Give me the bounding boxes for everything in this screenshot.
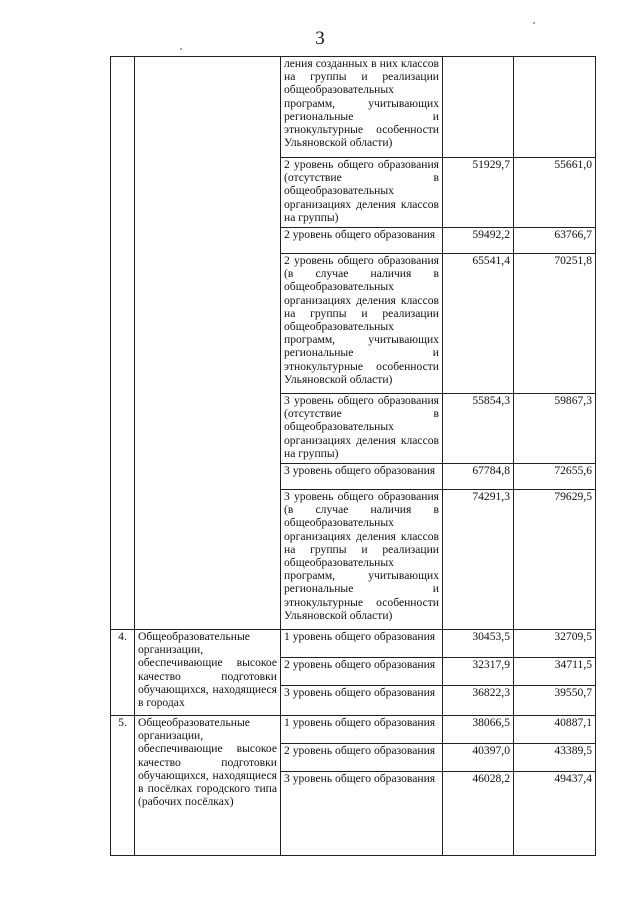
value-cell: 49437,4 xyxy=(514,772,596,856)
organization-cell xyxy=(135,57,281,158)
value-cell xyxy=(514,57,596,158)
table-row xyxy=(111,464,596,490)
value-cell: 72655,6 xyxy=(514,464,596,490)
value-cell: 40397,0 xyxy=(443,744,514,772)
table-body xyxy=(111,57,596,856)
row-number-cell: 5. xyxy=(111,716,135,856)
level-cell: 2 уровень общего образования xyxy=(281,658,443,686)
value-cell: 59492,2 xyxy=(443,228,514,254)
organization-cell xyxy=(135,254,281,394)
value-cell: 63766,7 xyxy=(514,228,596,254)
value-cell: 34711,5 xyxy=(514,658,596,686)
level-cell: 3 уровень общего образования (в случае наличия в общеобразовательных организациях деления классов на группы и реализации общеобразовательных программ, учитывающих региональные и этнокультурные особенности Ульяновской области) xyxy=(281,490,443,630)
scan-speck xyxy=(180,48,182,50)
table-row xyxy=(111,57,596,158)
organization-cell: Общеобразовательные организации, обеспечивающие высокое качество подготовки обучающихся, находящиеся в городах xyxy=(135,630,281,716)
level-cell: 2 уровень общего образования (в случае наличия в общеобразовательных организациях деления классов на группы и реализации общеобразовательных программ, учитывающих региональные и этнокультурные особенности Ульяновской области) xyxy=(281,254,443,394)
table-row xyxy=(111,630,596,658)
row-number-cell xyxy=(111,228,135,254)
level-cell: 2 уровень общего образования xyxy=(281,744,443,772)
value-cell: 55661,0 xyxy=(514,158,596,228)
organization-cell xyxy=(135,394,281,464)
row-number-cell xyxy=(111,254,135,394)
organization-cell xyxy=(135,464,281,490)
level-cell: 2 уровень общего образования (отсутствие в общеобразовательных организациях деления классов на группы) xyxy=(281,158,443,228)
page-number: 3 xyxy=(315,28,325,49)
value-cell: 46028,2 xyxy=(443,772,514,856)
value-cell: 67784,8 xyxy=(443,464,514,490)
table-row xyxy=(111,716,596,744)
value-cell: 70251,8 xyxy=(514,254,596,394)
level-cell: 3 уровень общего образования xyxy=(281,686,443,716)
level-cell: 1 уровень общего образования xyxy=(281,630,443,658)
organization-cell: Общеобразовательные организации, обеспечивающие высокое качество подготовки обучающихся, находящиеся в посёлках городского типа (рабочих посёлках) xyxy=(135,716,281,856)
row-number-cell xyxy=(111,394,135,464)
table-row xyxy=(111,158,596,228)
level-cell: 1 уровень общего образования xyxy=(281,716,443,744)
value-cell: 79629,5 xyxy=(514,490,596,630)
value-cell: 39550,7 xyxy=(514,686,596,716)
row-number-cell: 4. xyxy=(111,630,135,716)
value-cell: 36822,3 xyxy=(443,686,514,716)
level-cell: ления созданных в них классов на группы и реализации общеобразовательных программ, учитывающих региональные и этнокультурные особенности Ульяновской области) xyxy=(281,57,443,158)
row-number-cell xyxy=(111,158,135,228)
table-row xyxy=(111,254,596,394)
value-cell: 32709,5 xyxy=(514,630,596,658)
value-cell: 40887,1 xyxy=(514,716,596,744)
organization-cell xyxy=(135,158,281,228)
organization-cell xyxy=(135,490,281,630)
value-cell: 38066,5 xyxy=(443,716,514,744)
row-number-cell xyxy=(111,57,135,158)
organization-cell xyxy=(135,228,281,254)
table-row xyxy=(111,490,596,630)
table-row xyxy=(111,228,596,254)
value-cell: 32317,9 xyxy=(443,658,514,686)
normative-cost-table xyxy=(110,56,596,856)
value-cell: 59867,3 xyxy=(514,394,596,464)
value-cell: 65541,4 xyxy=(443,254,514,394)
level-cell: 3 уровень общего образования xyxy=(281,772,443,856)
value-cell: 55854,3 xyxy=(443,394,514,464)
row-number-cell xyxy=(111,464,135,490)
value-cell: 74291,3 xyxy=(443,490,514,630)
level-cell: 3 уровень общего образования xyxy=(281,464,443,490)
value-cell: 51929,7 xyxy=(443,158,514,228)
level-cell: 2 уровень общего образования xyxy=(281,228,443,254)
value-cell xyxy=(443,57,514,158)
row-number-cell xyxy=(111,490,135,630)
scan-speck xyxy=(533,22,535,24)
value-cell: 43389,5 xyxy=(514,744,596,772)
table-row xyxy=(111,394,596,464)
value-cell: 30453,5 xyxy=(443,630,514,658)
level-cell: 3 уровень общего образования (отсутствие в общеобразовательных организациях деления классов на группы) xyxy=(281,394,443,464)
